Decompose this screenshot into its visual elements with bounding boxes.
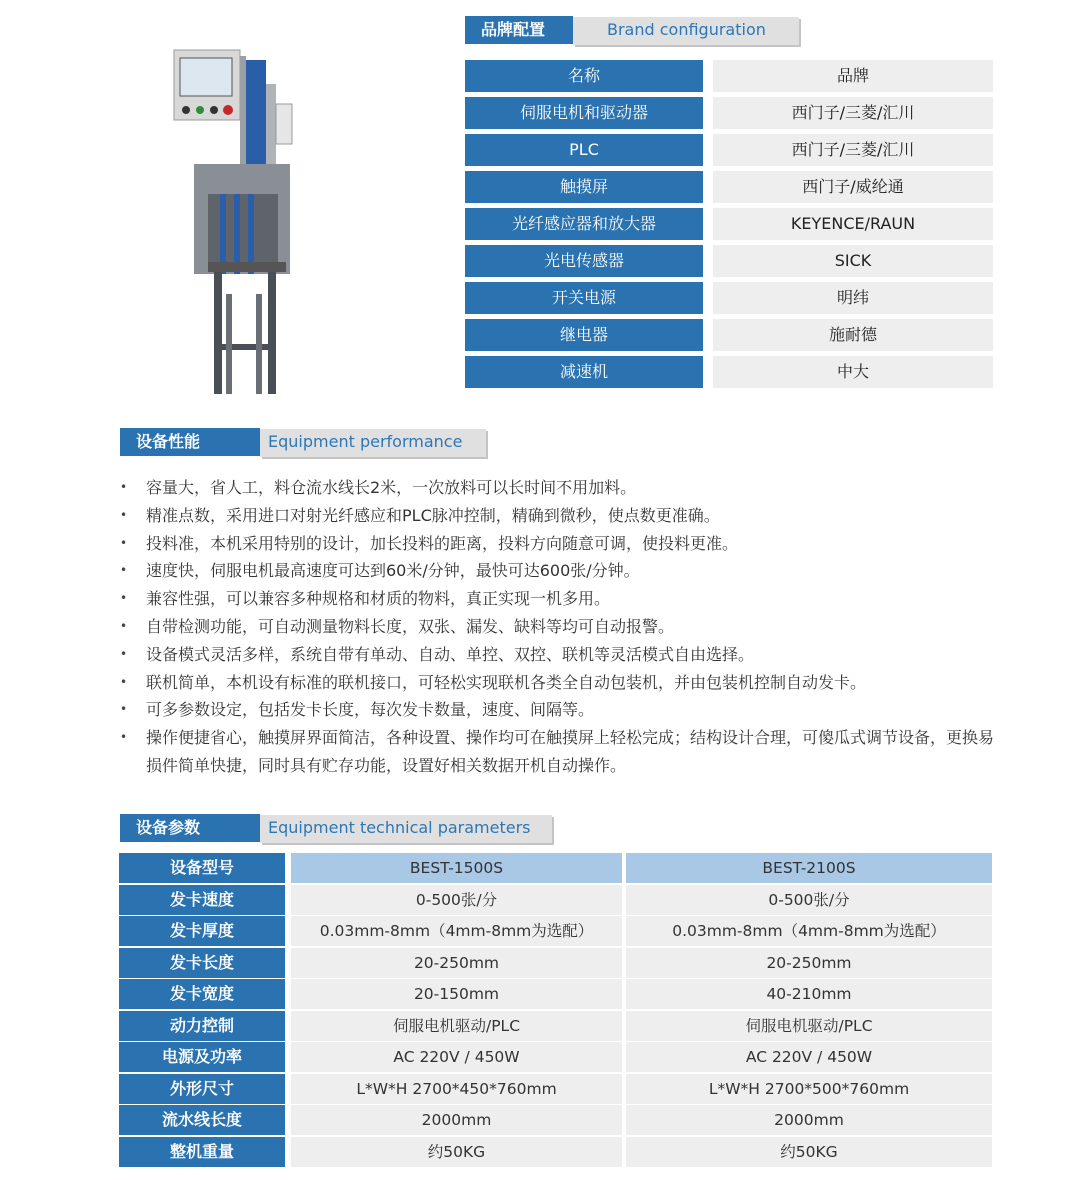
brand-row-key: 开关电源 — [465, 282, 703, 314]
table-row-key: 发卡宽度 — [119, 979, 285, 1009]
brand-row-key: 光电传感器 — [465, 245, 703, 277]
table-cell-model-a: BEST-1500S — [291, 853, 622, 883]
performance-section-title-en: Equipment performance — [260, 429, 486, 457]
table-row — [119, 916, 992, 946]
table-cell-model-a: 2000mm — [291, 1105, 622, 1135]
table-cell-model-b: 约50KG — [626, 1137, 992, 1167]
brand-row-value: SICK — [713, 245, 993, 277]
table-cell-model-b: 40-210mm — [626, 979, 992, 1009]
brand-row-key: 光纤感应器和放大器 — [465, 208, 703, 240]
brand-row-key: PLC — [465, 134, 703, 166]
brand-row-key: 减速机 — [465, 356, 703, 388]
performance-list — [118, 474, 998, 780]
table-row-key: 设备型号 — [119, 853, 285, 883]
brand-row — [465, 356, 993, 388]
table-cell-model-b: 0-500张/分 — [626, 885, 992, 915]
table-row — [119, 979, 992, 1009]
table-cell-model-a: 0-500张/分 — [291, 885, 622, 915]
table-row-key: 发卡长度 — [119, 948, 285, 978]
table-row-key: 流水线长度 — [119, 1105, 285, 1135]
brand-section-title-en: Brand configuration — [573, 17, 799, 45]
list-item: • 可多参数设定，包括发卡长度，每次发卡数量，速度、间隔等。 — [118, 696, 998, 724]
list-item: • 自带检测功能，可自动测量物料长度，双张、漏发、缺料等均可自动报警。 — [118, 613, 998, 641]
brand-row — [465, 208, 993, 240]
list-item: • 设备模式灵活多样，系统自带有单动、自动、单控、双控、联机等灵活模式自由选择。 — [118, 641, 998, 669]
brand-row-value: KEYENCE/RAUN — [713, 208, 993, 240]
table-cell-model-a: 20-250mm — [291, 948, 622, 978]
brand-row-value: 西门子/威纶通 — [713, 171, 993, 203]
brand-section-title-cn: 品牌配置 — [465, 16, 573, 44]
table-row-key: 电源及功率 — [119, 1042, 285, 1072]
table-cell-model-b: AC 220V / 450W — [626, 1042, 992, 1072]
table-row — [119, 885, 992, 915]
table-header-row — [119, 853, 992, 883]
brand-row-key: 伺服电机和驱动器 — [465, 97, 703, 129]
table-row — [119, 1042, 992, 1072]
brand-row-value: 西门子/三菱/汇川 — [713, 134, 993, 166]
table-cell-model-b: BEST-2100S — [626, 853, 992, 883]
table-row — [119, 1074, 992, 1104]
brand-row-key: 触摸屏 — [465, 171, 703, 203]
table-row-key: 发卡速度 — [119, 885, 285, 915]
brand-row-value: 明纬 — [713, 282, 993, 314]
list-item: • 操作便捷省心，触摸屏界面简洁，各种设置、操作均可在触摸屏上轻松完成；结构设计合理，可傻瓜式调节设备，更换易损件简单快捷，同时具有贮存功能，设置好相关数据开机自动操作。 — [118, 724, 998, 780]
list-item: • 联机简单，本机设有标准的联机接口，可轻松实现联机各类全自动包装机，并由包装机控制自动发卡。 — [118, 669, 998, 697]
table-cell-model-b: 2000mm — [626, 1105, 992, 1135]
table-row-key: 整机重量 — [119, 1137, 285, 1167]
brand-row-key: 名称 — [465, 60, 703, 92]
table-cell-model-a: 约50KG — [291, 1137, 622, 1167]
performance-section-header — [120, 428, 490, 456]
table-row — [119, 1137, 992, 1167]
table-cell-model-b: 0.03mm-8mm（4mm-8mm为选配） — [626, 916, 992, 946]
list-item: • 投料准，本机采用特别的设计，加长投料的距离，投料方向随意可调，使投料更准。 — [118, 530, 998, 558]
performance-section-title-cn: 设备性能 — [120, 428, 260, 456]
table-row-key: 动力控制 — [119, 1011, 285, 1041]
table-row — [119, 1105, 992, 1135]
brand-section-header — [465, 16, 803, 44]
table-cell-model-a: 伺服电机驱动/PLC — [291, 1011, 622, 1041]
table-cell-model-a: AC 220V / 450W — [291, 1042, 622, 1072]
params-section-title-cn: 设备参数 — [120, 814, 260, 842]
brand-row — [465, 60, 993, 92]
brand-row-value: 西门子/三菱/汇川 — [713, 97, 993, 129]
table-row-key: 外形尺寸 — [119, 1074, 285, 1104]
brand-row — [465, 245, 993, 277]
params-section-header — [120, 814, 556, 842]
table-row — [119, 948, 992, 978]
table-row — [119, 1011, 992, 1041]
brand-row — [465, 171, 993, 203]
brand-row-key: 继电器 — [465, 319, 703, 351]
table-row-key: 发卡厚度 — [119, 916, 285, 946]
table-cell-model-b: L*W*H 2700*500*760mm — [626, 1074, 992, 1104]
brand-row-value: 品牌 — [713, 60, 993, 92]
brand-row — [465, 282, 993, 314]
list-item: • 容量大，省人工，料仓流水线长2米，一次放料可以长时间不用加料。 — [118, 474, 998, 502]
brand-row — [465, 319, 993, 351]
table-cell-model-a: L*W*H 2700*450*760mm — [291, 1074, 622, 1104]
brand-row-value: 施耐德 — [713, 319, 993, 351]
table-cell-model-b: 20-250mm — [626, 948, 992, 978]
brand-row — [465, 134, 993, 166]
params-section-title-en: Equipment technical parameters — [260, 815, 552, 843]
list-item: • 精准点数，采用进口对射光纤感应和PLC脉冲控制，精确到微秒，使点数更准确。 — [118, 502, 998, 530]
table-cell-model-b: 伺服电机驱动/PLC — [626, 1011, 992, 1041]
table-cell-model-a: 20-150mm — [291, 979, 622, 1009]
brand-row-value: 中大 — [713, 356, 993, 388]
list-item: • 兼容性强，可以兼容多种规格和材质的物料，真正实现一机多用。 — [118, 585, 998, 613]
brand-row — [465, 97, 993, 129]
machine-photo — [168, 44, 308, 396]
table-cell-model-a: 0.03mm-8mm（4mm-8mm为选配） — [291, 916, 622, 946]
list-item: • 速度快，伺服电机最高速度可达到60米/分钟，最快可达600张/分钟。 — [118, 557, 998, 585]
